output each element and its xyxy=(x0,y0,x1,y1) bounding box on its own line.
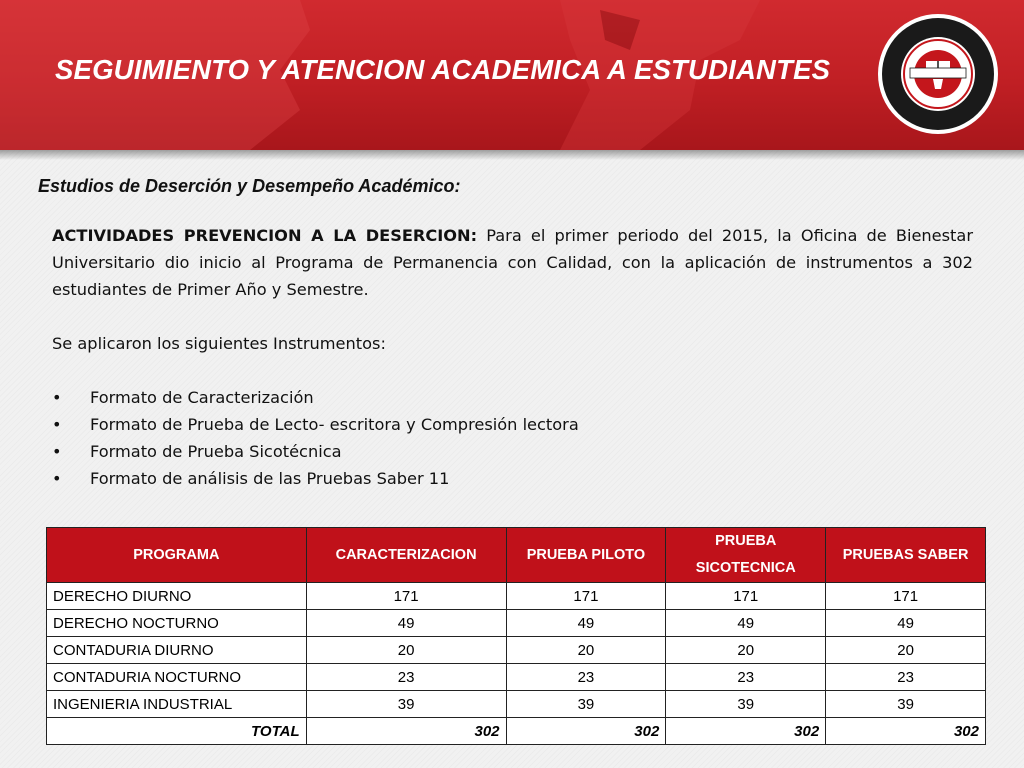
total-cell: 302 xyxy=(826,718,986,745)
table-header-row xyxy=(47,528,986,583)
intro-paragraph xyxy=(52,222,973,303)
list-item-text: Formato de Caracterización xyxy=(90,388,314,407)
list-item xyxy=(52,411,973,438)
list-item xyxy=(52,465,973,492)
instruments-list xyxy=(52,384,973,492)
column-header-prueba-sicotecnica: PRUEBA SICOTECNICA xyxy=(666,528,826,583)
column-header-prueba-piloto: PRUEBA PILOTO xyxy=(506,528,666,583)
value-cell: 39 xyxy=(666,691,826,718)
value-cell: 49 xyxy=(306,610,506,637)
header-banner xyxy=(0,0,1024,150)
value-cell: 171 xyxy=(306,583,506,610)
table-row xyxy=(47,637,986,664)
value-cell: 20 xyxy=(666,637,826,664)
students-table xyxy=(46,527,986,745)
value-cell: 49 xyxy=(826,610,986,637)
column-header-pruebas-saber: PRUEBAS SABER xyxy=(826,528,986,583)
total-cell: 302 xyxy=(506,718,666,745)
value-cell: 39 xyxy=(826,691,986,718)
bullet-icon: • xyxy=(52,415,62,434)
total-cell: 302 xyxy=(666,718,826,745)
body-text xyxy=(52,222,973,492)
program-cell: DERECHO NOCTURNO xyxy=(47,610,307,637)
bullet-icon: • xyxy=(52,469,62,488)
list-item-text: Formato de análisis de las Pruebas Saber 11 xyxy=(90,469,450,488)
bullet-icon: • xyxy=(52,442,62,461)
value-cell: 23 xyxy=(306,664,506,691)
university-seal-logo xyxy=(877,13,999,135)
value-cell: 20 xyxy=(506,637,666,664)
program-cell: INGENIERIA INDUSTRIAL xyxy=(47,691,307,718)
total-cell: 302 xyxy=(306,718,506,745)
section-subtitle: Estudios de Deserción y Desempeño Académico: xyxy=(38,176,461,196)
value-cell: 23 xyxy=(506,664,666,691)
column-header-caracterizacion: CARACTERIZACION xyxy=(306,528,506,583)
program-cell: CONTADURIA NOCTURNO xyxy=(47,664,307,691)
list-item-text: Formato de Prueba de Lecto- escritora y Compresión lectora xyxy=(90,415,579,434)
value-cell: 39 xyxy=(506,691,666,718)
list-item xyxy=(52,438,973,465)
instruments-intro: Se aplicaron los siguientes Instrumentos: xyxy=(52,334,386,353)
value-cell: 23 xyxy=(666,664,826,691)
program-cell: CONTADURIA DIURNO xyxy=(47,637,307,664)
value-cell: 49 xyxy=(666,610,826,637)
value-cell: 20 xyxy=(306,637,506,664)
list-item xyxy=(52,384,973,411)
list-item-text: Formato de Prueba Sicotécnica xyxy=(90,442,342,461)
bullet-icon: • xyxy=(52,388,62,407)
table-row xyxy=(47,664,986,691)
value-cell: 39 xyxy=(306,691,506,718)
page-title: SEGUIMIENTO Y ATENCION ACADEMICA A ESTUDIANTES xyxy=(55,54,831,85)
table-row xyxy=(47,583,986,610)
value-cell: 23 xyxy=(826,664,986,691)
value-cell: 171 xyxy=(826,583,986,610)
table-row xyxy=(47,691,986,718)
value-cell: 49 xyxy=(506,610,666,637)
value-cell: 171 xyxy=(666,583,826,610)
intro-lead: ACTIVIDADES PREVENCION A LA DESERCION: xyxy=(52,226,478,245)
table-row xyxy=(47,610,986,637)
header-shadow xyxy=(0,150,1024,160)
total-label: TOTAL xyxy=(47,718,307,745)
total-row xyxy=(47,718,986,745)
value-cell: 171 xyxy=(506,583,666,610)
intro-text: Para el primer periodo del 2015, la Oficina de Bienestar Universitario dio inicio al Programa de Permanencia con Calidad, con la aplicación de instrumentos a 302 estudiantes de Primer Año y Semestre. xyxy=(52,226,973,299)
value-cell: 20 xyxy=(826,637,986,664)
program-cell: DERECHO DIURNO xyxy=(47,583,307,610)
column-header-programa: PROGRAMA xyxy=(47,528,307,583)
